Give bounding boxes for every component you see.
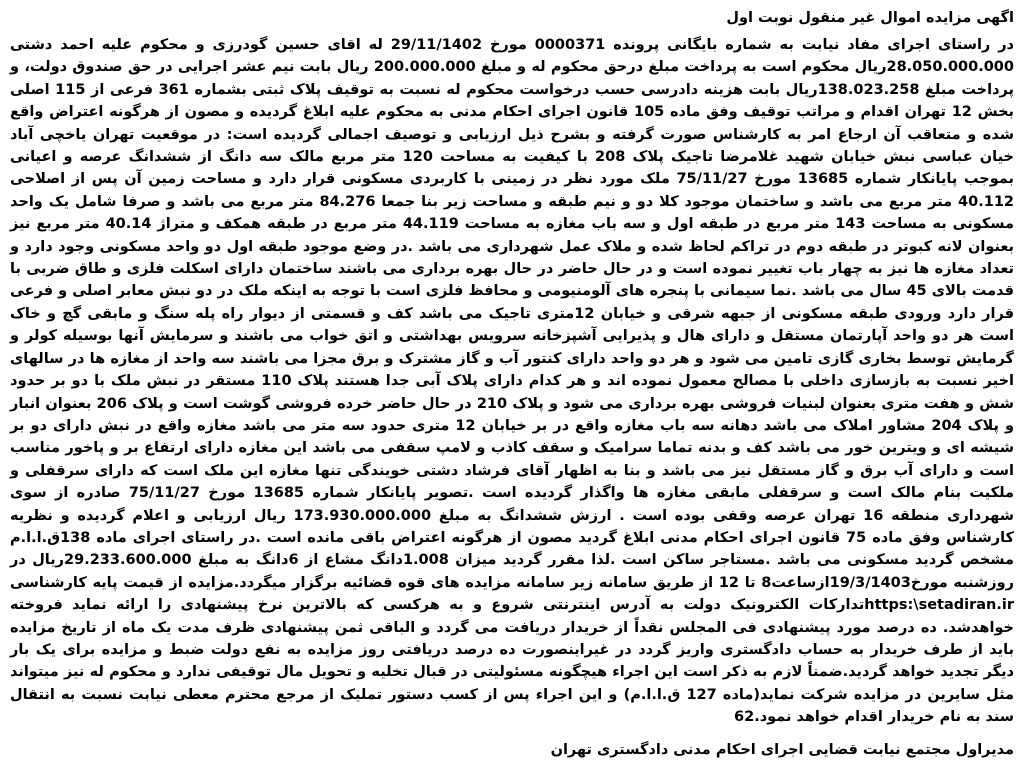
notice-signature: مدیراول مجتمع نیابت قضایی اجرای احکام مدنی دادگستری تهران [550, 741, 1014, 758]
notice-body: در راستای اجرای مفاد نیابت به شماره بایگانی پرونده 0000371 مورخ 29/11/1402 له اقای حسین گودرزی و محکوم علیه احمد دشتی 28.050.000.000ریال محکوم است به پرداخت مبلغ درحق محکوم له و مبلغ 200.000.000 ریال بابت نیم عشر اجرایی در حق صندوق دولت، و پرداخت مبلغ 138.023.258ریال بابت هزینه دادرسی حسب درخواست محکوم له نسبت به توقیف پلاک ثبتی بشماره 361 فرعی از 115 اصلی بخش 12 تهران اقدام و مراتب توقیف وفق ماده 105 قانون اجرای احکام مدنی به محکوم علیه ابلاغ گردیده و مصون از هرگونه اعتراض واقع شده و متعاقب آن ارجاع امر به کارشناس صورت گرفته و بشرح ذیل ارزیابی و توصیف اجمالی گردیده است: در موقعیت تهران یاخچی آباد خیان عباسی نبش خیابان شهید غلامرضا تاجیک پلاک 208 با کیفیت به مساحت 120 متر مربع مالک سه دانگ از ششدانگ عرصه و اعیانی بموجب پایانکار شماره 13685 مورخ 75/11/27 ملک مورد نظر در زمینی با کاربردی مسکونی قرار دارد و مساحت زمین آن پس از اصلاحی 40.112 متر مربع می باشد و ساختمان موجود کلا دو و نیم طبقه و مساحت زیر بنا جمعا 84.276 متر مربع می باشد و صرفا شامل یک واحد مسکونی به مساحت 143 متر مربع در طبقه اول و سه باب مغازه به مساحت 44.119 متر مربع در طبقه همکف و متراژ 40.14 متر مربع نیز بعنوان لانه کبوتر در طبقه دوم در تراکم لحاظ شده و ملاک عمل شهرداری می باشد .در وضع موجود طبقه اول دو واحد مسکونی وجود دارد و تعداد مغازه ها نیز به چهار باب تغییر نموده است و در حال حاضر در حال بهره برداری می باشند ساختمان دارای اسکلت فلزی و طاق ضربی با قدمت بالای 45 سال می باشد .نما سیمانی با پنجره های آلومنیومی و محافظ فلزی است با توجه به اینکه ملک در دو نبش معابر اصلی و فرعی قرار دارد ورودی طبقه مسکونی از جبهه شرقی و خیابان 12متری تاجیک می باشد کف و قسمتی از دیوار راه پله سنگ و مابقی گچ و خاک است هر دو واحد آپارتمان مستقل و دارای هال و پذیرایی آشپزخانه سرویس بهداشتی و اتق خواب می باشند و سرمایش آنها بوسیله کولر و گرمایش توسط بخاری گازی تامین می شود و هر دو واحد دارای کنتور آب و گاز مشترک و برق مجزا می باشند سه واحد از مغازه ها در سالهای اخیر نسبت به بازسازی داخلی با مصالح معمول نموده اند و هر کدام دارای پلاک آبی جدا هستند پلاک 110 مستقر در نبش ملک با دو بر حدود شش و هفت متری بعنوان لبنیات فروشی بهره برداری می شود و پلاک 210 در حال حاضر خرده فروشی گوشت است و پلاک 206 بعنوان انبار و پلاک 204 مشاور املاک می باشد دهانه سه باب مغازه واقع در بر خیابان 12 متری حدود سه متر می باشد مغازه واقع در نبش دارای دو بر شیشه ای و ویترین خور می باشد کف و بدنه تماما سرامیک و سقف کاذب و لامپ سقفی می باشد این مغازه دارای ارتفاع بر و پاخور مناسب است و دارای آب برق و گاز مستقل نیز می باشد و بنا به اظهار آقای فرشاد دشتی خویندگی تنها مغازه این ملک است که دارای سرقفلی و ملکیت بنام مالک است و سرقفلی مابقی مغازه ها واگذار گردیده است .تصویر پایانکار شماره 13685 مورخ 75/11/27 صادره از سوی شهرداری منطقه 16 تهران عرصه وقفی بوده است . ارزش ششدانگ به مبلغ 173.930.000.000 ریال ارزیابی و اعلام گردیده و نظریه کارشناس وفق ماده 75 قانون اجرای احکام مدنی ابلاغ گردید مصون از هرگونه اعتراض باقی مانده است .در راستای اجرای ماده 138ق.ا.ا.م مشخص گردید مسکونی می باشد .مستاجر ساکن است .لذا مقرر گردید میزان 1.008دانگ مشاع از 6دانگ به مبلغ 29.233.600.000ریال در روزشنبه مورخ19/3/1403ازساعت8 تا 12 از طریق سامانه زیر سامانه مزایده های قوه قضائیه برگزار میگردد.مزایده از قیمت پایه کارشناسی https:\setadiran.irتدارکات الکترونیک دولت به آدرس اینترنتی شروع و به هرکسی که بالاترین نرخ پیشنهادی را ارائه نماید فروخته خواهدشد. ده درصد مورد پیشنهادی فی المجلس نقداً از خریدار دریافت می گردد و الباقی ثمن پیشنهادی ظرف مدت یک ماه از تاریخ مزایده باید از طرف خریدار به حساب دادگستری واریز گردد در غیراینصورت ده درصد دریافتی روز مزایده به نفع دولت ضبط و مزایده برای یک بار دیگر تجدید خواهد گردید.ضمناً لازم به ذکر است این اجراء هیچگونه مسئولیتی در قبال تخلیه و تحویل مال توقیفی ندارد و محکوم له نیز میتواند مثل سایرین در مزایده شرکت نماید(ماده 127 ق.ا.ا.م) و این اجراء پس از کسب دستور تملیک از مرجع محترم معطی نیابت نسبت به انتقال سند به نام خریدار اقدام خواهد نمود.62 [10, 37, 1015, 726]
notice-title: اگهی مزایده اموال غیر منقول نوبت اول [726, 10, 1014, 26]
